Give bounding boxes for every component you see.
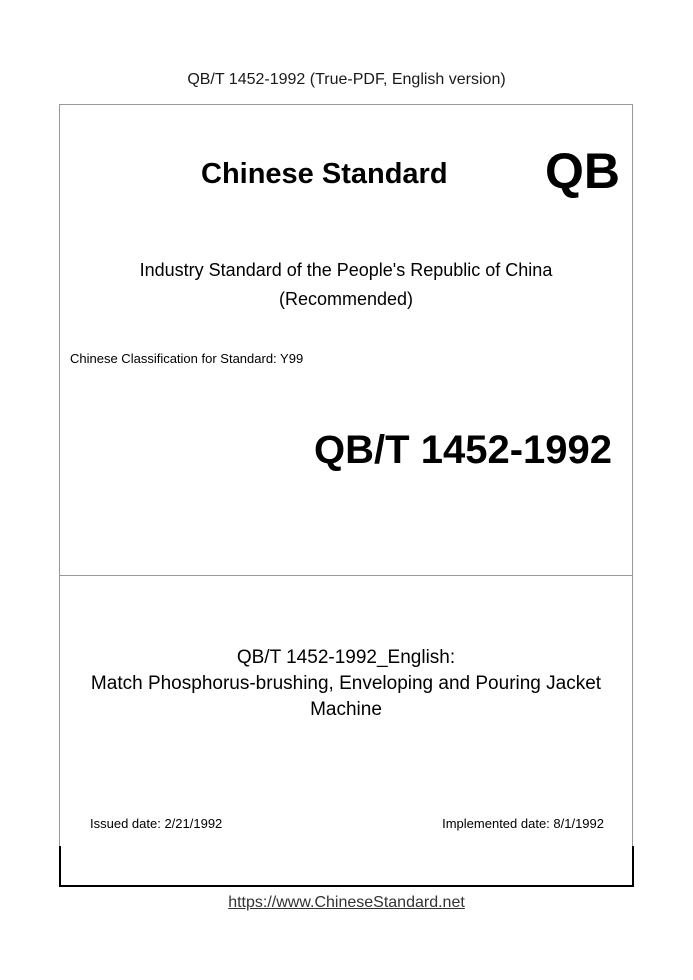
document-title-line: Match Phosphorus-brushing, Enveloping and Pouring Jacket <box>90 673 602 694</box>
cover-bottom-box <box>59 846 634 887</box>
industry-standard-line: Industry Standard of the People's Republic of China <box>139 260 553 280</box>
standard-heading: Chinese Standard <box>201 158 448 190</box>
website-link[interactable]: https://www.ChineseStandard.net <box>228 894 465 911</box>
document-number: QB/T 1452-1992 <box>314 428 612 472</box>
cover-frame <box>59 104 633 886</box>
document-title-line: QB/T 1452-1992_English: <box>236 647 456 668</box>
page-header-title: QB/T 1452-1992 (True-PDF, English version) <box>187 71 506 88</box>
cover-top-section <box>60 105 632 575</box>
implemented-date: Implemented date: 8/1/1992 <box>442 816 604 831</box>
document-title <box>60 645 632 723</box>
footer <box>0 893 693 913</box>
recommended-line: (Recommended) <box>278 289 414 309</box>
standard-code-abbrev: QB <box>545 143 620 199</box>
classification-line: Chinese Classification for Standard: Y99 <box>70 351 304 366</box>
issued-date: Issued date: 2/21/1992 <box>90 816 223 831</box>
document-title-line: Machine <box>310 699 382 720</box>
section-divider <box>60 575 632 576</box>
